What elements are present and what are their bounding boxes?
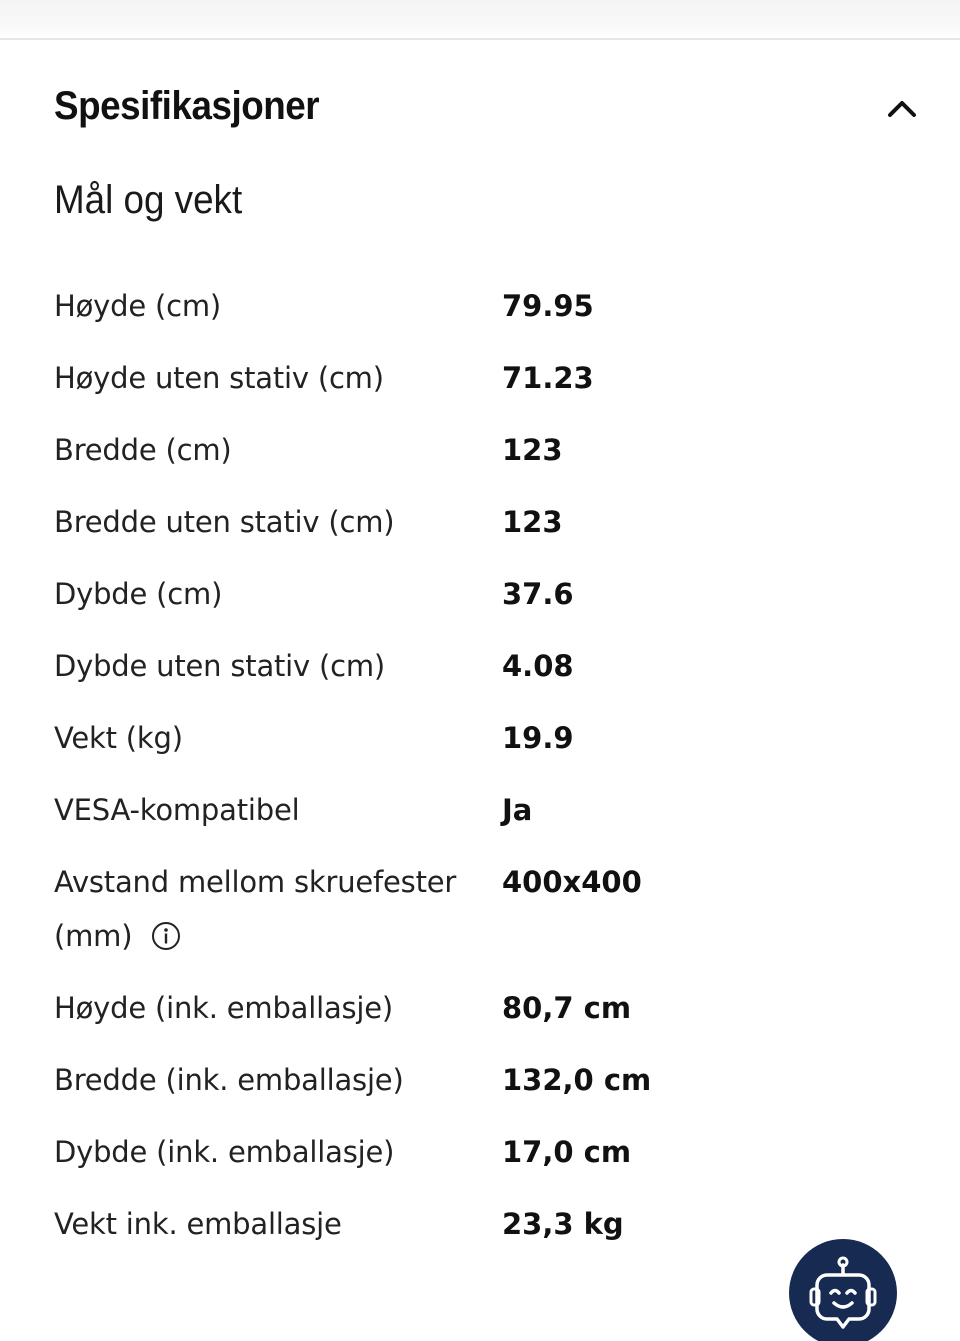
spec-value: 123 xyxy=(502,505,563,539)
spec-row xyxy=(54,1044,914,1116)
section-title: Spesifikasjoner xyxy=(54,84,320,128)
spec-row xyxy=(54,774,914,846)
spec-row xyxy=(54,414,914,486)
spec-list xyxy=(54,270,914,1260)
spec-label: Bredde (cm) xyxy=(54,433,232,467)
spec-row xyxy=(54,1188,914,1260)
spec-label xyxy=(54,855,502,963)
spec-label: Dybde uten stativ (cm) xyxy=(54,649,386,683)
spec-label: Bredde (ink. emballasje) xyxy=(54,1063,404,1097)
spec-label-line1: Avstand mellom skruefester xyxy=(54,865,457,899)
spec-row xyxy=(54,1116,914,1188)
spec-value: 17,0 cm xyxy=(502,1135,632,1169)
spec-value: 400x400 xyxy=(502,865,642,899)
spec-label: Vekt ink. emballasje xyxy=(54,1207,342,1241)
spec-value: 132,0 cm xyxy=(502,1063,652,1097)
spec-value: 123 xyxy=(502,433,563,467)
spec-row xyxy=(54,342,914,414)
spec-label: Bredde uten stativ (cm) xyxy=(54,505,395,539)
spec-row xyxy=(54,558,914,630)
spec-label: VESA-kompatibel xyxy=(54,793,300,827)
chevron-up-icon[interactable] xyxy=(884,94,920,122)
spec-label-line2: (mm) xyxy=(54,919,133,953)
spec-value: 23,3 kg xyxy=(502,1207,624,1241)
specifications-accordion-header[interactable] xyxy=(0,60,960,152)
spec-value: 4.08 xyxy=(502,649,574,683)
spec-value: 80,7 cm xyxy=(502,991,632,1025)
spec-value: 79.95 xyxy=(502,289,594,323)
spec-label: Høyde (cm) xyxy=(54,289,222,323)
spec-row xyxy=(54,486,914,558)
spec-label: Høyde (ink. emballasje) xyxy=(54,991,394,1025)
spec-label: Høyde uten stativ (cm) xyxy=(54,361,384,395)
subsection-title: Mål og vekt xyxy=(54,178,243,222)
spec-value: Ja xyxy=(502,793,533,827)
spec-row xyxy=(54,846,914,972)
spec-row xyxy=(54,270,914,342)
spec-value: 19.9 xyxy=(502,721,574,755)
info-icon[interactable] xyxy=(151,921,181,951)
spec-value: 37.6 xyxy=(502,577,574,611)
chat-robot-icon xyxy=(807,1253,879,1333)
spec-row xyxy=(54,972,914,1044)
spec-label: Dybde (ink. emballasje) xyxy=(54,1135,395,1169)
spec-label: Vekt (kg) xyxy=(54,721,183,755)
top-bar-divider xyxy=(0,0,960,40)
chat-assistant-button[interactable] xyxy=(789,1239,897,1341)
spec-value: 71.23 xyxy=(502,361,594,395)
spec-row xyxy=(54,702,914,774)
spec-label: Dybde (cm) xyxy=(54,577,223,611)
spec-row xyxy=(54,630,914,702)
